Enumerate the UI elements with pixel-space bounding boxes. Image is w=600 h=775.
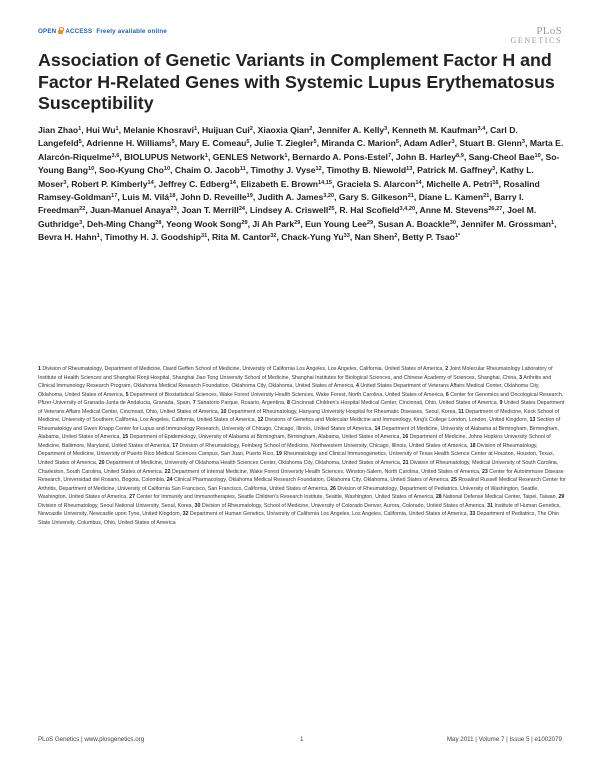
affiliation-number: 24	[166, 477, 173, 484]
author-affiliation-marker: 14	[415, 179, 422, 186]
author-name-text: Bernardo A. Pons-Estel	[292, 151, 388, 162]
affiliation-text: Department of Internal Medicine, Wake Forest University Health Sciences, Winston-Salem, North Carolina, United States of America,	[171, 468, 481, 475]
author-name	[105, 232, 208, 242]
affiliation-text: Cincinnati Children's Hospital Medical Center, Cincinnati, Ohio, United States of America,	[291, 400, 499, 407]
author-affiliation-marker: 18	[169, 193, 176, 200]
author-name	[420, 205, 503, 215]
author-name	[396, 152, 464, 162]
author-affiliation-marker: 32	[270, 233, 277, 240]
affiliation-number: 32	[182, 511, 189, 518]
author-name	[378, 219, 456, 229]
author-name-text: Soo-Kyung Cho	[98, 165, 164, 176]
author-name-text: Rita M. Cantor	[211, 232, 271, 243]
author-affiliation-marker: 5	[246, 139, 250, 146]
affiliation-text: United States Department of Veterans Affairs Medical Center, Oklahoma City, Oklahoma, United States of America,	[38, 383, 540, 398]
author-name-text: Gary S. Gilkeson	[338, 192, 408, 203]
affiliation-text: Division of Rheumatology, Department of Medicine, University of Puerto Rico Medical Sciences Campus, San Juan, Puerto Rico,	[38, 442, 538, 458]
affiliation-number: 4	[355, 383, 359, 390]
author-name	[87, 219, 162, 229]
affiliation-text: Department of Medicine, Johns Hopkins University School of Medicine, Baltimore, Maryland, United States of America,	[38, 434, 551, 449]
author-name-text: Carl D. Langefeld	[38, 125, 518, 149]
affiliation-text: Department of Biostatistical Sciences, Wake Forest University Health Sciences, Wake Forest, North Carolina, United States of America,	[129, 391, 445, 398]
author-name-text: GENLES Network	[212, 151, 285, 162]
author-name-text: Jennifer M. Grossman	[460, 218, 551, 229]
affiliation-number: 10	[220, 408, 227, 415]
author-affiliation-marker: 1	[204, 152, 208, 159]
author-name-text: Yeong Wook Song	[166, 218, 242, 229]
author-name-text: Julie T. Ziegler	[254, 138, 314, 149]
author-name-text: Luis M. Vilá	[122, 192, 170, 203]
affiliation-number: 29	[558, 494, 565, 501]
author-name-text: Timothy J. Vyse	[250, 165, 316, 176]
affiliation-text: Clinical Pharmacology, Oklahoma Medical Research Foundation, Oklahoma City, Oklahoma, United States of America,	[174, 477, 450, 484]
author-name	[99, 165, 170, 175]
affiliation-number: 20	[98, 460, 105, 467]
author-affiliation-marker: 10	[534, 152, 541, 159]
author-name	[250, 205, 335, 215]
author-name	[212, 232, 276, 242]
author-name-text: Kenneth M. Kaufman	[392, 125, 478, 135]
author-affiliation-marker: 5	[313, 139, 317, 146]
author-name	[90, 205, 177, 215]
author-name	[122, 192, 175, 202]
affiliation-text: Sanatorio Parque, Rosario, Argentina,	[197, 400, 286, 407]
page-header	[38, 25, 562, 45]
author-name	[180, 192, 253, 202]
author-name-text: Chaim O. Jacob	[174, 165, 240, 176]
author-name	[252, 219, 300, 229]
journal-logo	[511, 22, 562, 45]
author-name-text: John B. Harley	[395, 151, 457, 162]
author-name-text: Juan-Manuel Anaya	[90, 205, 171, 216]
author-name	[392, 125, 485, 135]
affiliation-number: 2	[445, 366, 449, 372]
affiliation-number: 5	[125, 391, 129, 398]
author-name	[419, 192, 490, 202]
author-name	[124, 152, 208, 162]
journal-logo-plos: PLoS	[536, 25, 562, 37]
author-name-text: Joel M. Guthridge	[38, 205, 537, 229]
affiliation-text: Division of Rheumatology, Feinberg School of Medicine, Northwestern University, Chicago, Illinois, United States of America,	[179, 442, 469, 449]
author-name-text: Graciela S. Alarcon	[336, 178, 416, 189]
author-affiliation-marker: 21	[407, 193, 414, 200]
affiliation-number: 1	[38, 366, 41, 372]
author-affiliation-marker: 3	[79, 219, 83, 226]
author-name	[202, 125, 253, 135]
affiliation-number: 12	[257, 417, 264, 424]
author-affiliation-marker: 12	[315, 166, 322, 173]
affiliation-number: 19	[276, 451, 282, 458]
author-affiliation-marker: 3,4,20	[399, 206, 416, 213]
author-name	[459, 138, 525, 148]
author-name	[123, 125, 197, 135]
author-affiliation-marker: 22	[79, 206, 86, 213]
affiliation-number: 15	[122, 434, 129, 441]
affiliation-text: Institute of Human Genetics, Newcastle University, Newcastle upon Tyne, United Kingdom,	[38, 502, 561, 518]
author-name-text: Betty P. Tsao	[402, 232, 455, 243]
affiliation-number: 6	[445, 391, 449, 398]
author-name-text: John D. Reveille	[180, 192, 247, 203]
author-name	[241, 179, 332, 189]
author-affiliation-marker: 1	[115, 126, 119, 132]
footer-issue-info: May 2011 | Volume 7 | Issue 5 | e1002079	[446, 736, 562, 743]
article-title: Association of Genetic Variants in Complement Factor H and Factor H-Related Genes with Systemic Lupus Erythematosus Susceptibility	[38, 50, 555, 113]
author-name	[175, 165, 246, 175]
author-affiliation-marker: 3,4	[477, 126, 486, 132]
author-name	[254, 138, 316, 148]
author-name	[182, 205, 246, 215]
author-name	[317, 125, 387, 135]
author-name	[159, 179, 236, 189]
author-name	[258, 125, 313, 135]
footer-journal-link[interactable]: PLoS Genetics | www.plosgenetics.org	[38, 736, 145, 743]
author-name	[321, 138, 399, 148]
author-name	[426, 179, 498, 189]
author-name-text: R. Hal Scofield	[339, 205, 400, 216]
author-name	[327, 165, 413, 175]
affiliation-number: 31	[487, 502, 493, 509]
author-affiliation-marker: 5	[171, 139, 175, 146]
affiliation-text: Division of Rheumatology, Department of Medicine, David Geffen School of Medicine, University of California Los Angeles, Los Angeles, California, United States of America,	[42, 366, 444, 372]
affiliation-text: Department of Pediatrics, The Ohio State University, Columbus, Ohio, United States of America	[38, 511, 559, 526]
author-name-text: Michelle A. Petri	[426, 178, 493, 189]
author-affiliation-marker: 17	[111, 193, 118, 200]
author-name-text: Rosalind Ramsey-Goldman	[38, 178, 540, 203]
author-name	[305, 219, 373, 229]
author-affiliation-marker: 2	[309, 126, 313, 132]
author-name-text: Melanie Khosravi	[123, 125, 195, 135]
affiliation-number: 26	[330, 485, 336, 492]
author-name-text: Ji Ah Park	[252, 218, 295, 229]
author-name	[469, 152, 541, 162]
author-name-text: Nan Shen	[354, 232, 395, 243]
affiliation-number: 30	[194, 502, 201, 509]
author-name-text: Chack-Yung Yu	[281, 232, 344, 243]
journal-logo-genetics: GENETICS	[510, 36, 562, 45]
affiliation-number: 9	[499, 400, 503, 407]
author-name-text: Adam Adler	[403, 138, 452, 149]
affiliation-text: Section of Rheumatology and Gwen Knapp Center for Lupus and Immunology Research, University of Chicago, Chicago, Illinois, United States of America,	[38, 417, 561, 432]
author-name-text: Timothy B. Niewold	[326, 165, 407, 176]
affiliation-text: Joint Molecular Rheumatology Laboratory of Institute of Health Sciences and Shanghai Renji Hospital, Shanghai Jiao Tong University School of Medicine, Shanghai Institutes for Biological Sciences, and Chinese Academy of Sciences, Shanghai, China,	[38, 366, 553, 381]
affiliation-list	[38, 365, 566, 527]
author-name-text: Hui Wu	[86, 125, 116, 135]
author-affiliation-marker: 31	[200, 233, 208, 240]
author-name	[402, 232, 460, 242]
page-footer	[38, 736, 562, 748]
author-name-text: Kathy L. Moser	[38, 165, 534, 189]
affiliation-number: 13	[529, 417, 536, 424]
author-name	[213, 152, 288, 162]
author-affiliation-marker: 5	[78, 139, 82, 146]
author-name	[355, 232, 398, 242]
author-name-text: Elizabeth E. Brown	[240, 178, 319, 189]
author-name-text: Joan T. Merrill	[181, 205, 239, 216]
author-name	[38, 125, 81, 135]
author-affiliation-marker: 3,20	[323, 193, 335, 200]
affiliation-number: 28	[435, 494, 442, 501]
author-affiliation-marker: 1	[284, 152, 288, 159]
author-affiliation-marker: 10	[87, 166, 95, 173]
affiliation-number: 21	[402, 460, 409, 467]
author-affiliation-marker: 33	[343, 233, 350, 240]
author-name-text: Eun Young Lee	[305, 218, 367, 229]
footer-page-number: 1	[300, 736, 304, 743]
author-name	[258, 192, 334, 202]
author-affiliation-marker: 14	[229, 179, 236, 186]
author-affiliation-marker: 14,15	[318, 179, 333, 186]
author-name-text: Robert P. Kimberly	[71, 178, 148, 189]
author-name	[404, 138, 455, 148]
author-affiliation-marker: 1	[551, 219, 555, 226]
author-name-text: So-Young Bang	[38, 151, 560, 176]
affiliation-number: 17	[172, 442, 179, 449]
author-name-text: Deh-Ming Chang	[86, 218, 156, 229]
author-name-text: Diane L. Kamen	[418, 192, 484, 203]
affiliation-text: Arthritis and Clinical Immunology Research Program, Oklahoma Medical Research Foundation, Oklahoma City, Oklahoma, United States of America,	[38, 374, 552, 390]
affiliation-number: 18	[469, 442, 476, 449]
affiliation-number: 7	[192, 400, 196, 407]
access-label: ACCESS	[65, 28, 93, 35]
author-name-text: Jeffrey C. Edberg	[158, 178, 230, 189]
author-name-text: Xiaoxia Qian	[257, 125, 310, 135]
author-name-text: Judith A. James	[257, 192, 324, 203]
affiliation-text: Division of Rheumatology, Medical University of South Carolina, Charleston, South Carolina, United States of America,	[38, 460, 559, 475]
author-affiliation-marker: 3,6	[111, 152, 120, 159]
author-affiliation-marker: 2	[394, 233, 398, 240]
author-affiliation-marker: 30	[449, 219, 456, 226]
author-list: Jian Zhao$^1$, Hui Wu$^1$, Melanie Khosravi$^1$, Huijuan Cui$^2$, Xiaoxia Qian$^2$, Jennifer A. Kelly$^3$, Kenneth M. Kaufman$^{3,4}$, Carl D. Langefeld$^5$, Adrienne H. Williams$^5$, Mary E. Comeau$^5$, Julie T. Ziegler$^5$, Miranda C. Marion$^5$, Adam Adler$^3$, Stuart B. Glenn$^3$, Marta E. Alarcón-Riquelme$^{3,6}$, BIOLUPUS Network$^1$, GENLES Network$^1$, Bernardo A. Pons-Estel$^7$, John B. Harley$^{8,9}$, Sang-Cheol Bae$^{10}$, So-Young Bang$^{10}$, Soo-Kyung Cho$^{10}$, Chaim O. Jacob$^{11}$, Timothy J. Vyse$^{12}$, Timothy B. Niewold$^{13}$, Patrick M. Gaffney$^3$, Kathy L. Moser$^3$, Robert P. Kimberly$^{14}$, Jeffrey C. Edberg$^{14}$, Elizabeth E. Brown$^{14,15}$, Graciela S. Alarcon$^{14}$, Michelle A. Petri$^{16}$, Rosalind Ramsey-Goldman$^{17}$, Luis M. Vilá$^{18}$, John D. Reveille$^{19}$, Judith A. James$^{3,20}$, Gary S. Gilkeson$^{21}$, Diane L. Kamen$^{21}$, Barry I. Freedman$^{22}$, Juan-Manuel Anaya$^{23}$, Joan T. Merrill$^{24}$, Lindsey A. Criswell$^{25}$, R. Hal Scofield$^{3,4,20}$, Anne M. Stevens$^{26,27}$, Joel M. Guthridge$^3$, Deh-Ming Chang$^{28}$, Yeong Wook Song$^{29}$, Ji Ah Park$^{29}$, Eun Young Lee$^{29}$, Susan A. Boackle$^{30}$, Jennifer M. Grossman$^1$, Bevra H. Hahn$^1$, Timothy H. J. Goodship$^{31}$, Rita M. Cantor$^{32}$, Chack-Yung Yu$^{33}$, Nan Shen$^2$, Betty P. Tsao$^{1*}$	[38, 125, 564, 243]
affiliation-text: Department of Medicine, University of Alabama at Birmingham, Birmingham, Alabama, United States of America,	[38, 425, 559, 441]
author-affiliation-marker: 25	[328, 206, 335, 213]
author-affiliation-marker: 5	[395, 139, 400, 146]
affiliation-text: Center for Autoimmune Disease Research, Universidad del Rosario, Bogota, Colombia,	[38, 468, 564, 484]
author-name	[339, 192, 414, 202]
author-affiliation-marker: 13	[406, 166, 413, 173]
affiliation-number: 33	[469, 511, 476, 518]
author-affiliation-marker: 23	[170, 206, 177, 213]
author-affiliation-marker: 29	[366, 219, 374, 226]
author-affiliation-marker: 3	[63, 179, 67, 186]
author-affiliation-marker: 3	[521, 139, 526, 146]
author-affiliation-marker: 1	[96, 233, 100, 240]
affiliation-number: 14	[374, 425, 381, 432]
author-name	[86, 138, 175, 148]
affiliation-text: Department of Medicine, University of Oklahoma Health Sciences Center, Oklahoma City, Oklahoma, United States of America,	[106, 460, 402, 467]
author-name	[71, 179, 154, 189]
author-affiliation-marker: 3	[451, 139, 455, 146]
affiliation-number: 11	[458, 408, 464, 415]
author-affiliation-marker: 16	[492, 179, 499, 186]
affiliation-text: Division of Rheumatology, School of Medicine, University of Colorado Denver, Aurora, Colorado, United States of America,	[201, 502, 486, 509]
author-name-text: Adrienne H. Williams	[86, 138, 172, 149]
open-access-badge	[38, 28, 167, 35]
author-name-text: Bevra H. Hahn	[38, 232, 97, 243]
author-name-text: Miranda C. Marion	[321, 138, 396, 149]
author-name	[281, 232, 350, 242]
freely-available-label: Freely available online	[96, 28, 167, 35]
affiliation-text: Division of Rheumatology, Department of Pediatrics, University of Washington, Seattle, Washington, United States of America,	[38, 485, 539, 501]
author-affiliation-marker: 8,9	[456, 152, 464, 159]
author-name-text: Jian Zhao	[38, 125, 79, 135]
author-affiliation-marker: 3	[492, 166, 496, 173]
author-affiliation-marker: 1	[78, 126, 82, 132]
author-affiliation-marker: 2	[249, 126, 253, 132]
author-name-text: Susan A. Boackle	[377, 218, 450, 229]
author-affiliation-marker: 7	[387, 152, 392, 159]
author-name-text: Marta E. Alarcón-Riquelme	[38, 138, 564, 162]
author-name	[86, 125, 119, 135]
author-name	[339, 205, 415, 215]
author-affiliation-marker: 19	[246, 193, 253, 200]
author-name	[166, 219, 248, 229]
author-affiliation-marker: 26,27	[488, 206, 503, 213]
author-name-text: Stuart B. Glenn	[459, 138, 522, 149]
author-name-text: Sang-Cheol Bae	[468, 151, 535, 162]
author-name-text: Timothy H. J. Goodship	[104, 232, 201, 243]
affiliation-text: Division of Rheumatology, Seoul National University, Seoul, Korea,	[38, 502, 194, 509]
author-affiliation-marker: 29	[241, 219, 248, 226]
affiliation-number: 23	[481, 468, 488, 475]
affiliation-text: Rosalind Russell Medical Research Center for Arthritis, Department of Medicine, University of California San Francisco, San Francisco, California, United States of America,	[38, 477, 566, 492]
author-affiliation-marker: 29	[294, 219, 301, 226]
author-name	[251, 165, 322, 175]
author-name-text: Lindsey A. Criswell	[249, 205, 329, 216]
author-name	[461, 219, 554, 229]
author-name-text: Huijuan Cui	[201, 125, 250, 135]
author-affiliation-marker: 11	[239, 166, 246, 173]
affiliation-text: Divisions of Genetics and Molecular Medicine and Immunology, King's College London, London, United Kingdom,	[264, 417, 529, 424]
author-name-text: Mary E. Comeau	[179, 138, 247, 149]
affiliation-text: Department of Rheumatology, Hanyang University Hospital for Rheumatic Diseases, Seoul, Korea,	[227, 408, 457, 415]
affiliation-number: 16	[402, 434, 409, 441]
author-affiliation-marker: 14	[147, 179, 154, 186]
affiliation-text: Center for Immunity and Immunotherapies, Seattle Children's Research Institute, Seattle, Washington, United States of America,	[136, 494, 435, 501]
author-name-text: BIOLUPUS Network	[124, 151, 205, 162]
author-name-text: Barry I. Freedman	[38, 192, 524, 216]
affiliation-number: 22	[164, 468, 171, 475]
author-name	[337, 179, 422, 189]
author-name	[417, 165, 495, 175]
affiliation-text: Center for Genomics and Oncological Research, Pfizer-University of Granada-Junta de Andalucia, Granada, Spain,	[38, 391, 564, 407]
affiliation-text: National Defense Medical Center, Taipei, Taiwan,	[443, 494, 558, 501]
author-name-text: Patrick M. Gaffney	[417, 165, 493, 176]
author-affiliation-marker: 21	[483, 193, 490, 200]
author-affiliation-marker: 1*	[454, 233, 461, 240]
author-name	[292, 152, 391, 162]
affiliation-number: 8	[286, 400, 290, 407]
author-name	[38, 232, 100, 242]
open-label: OPEN	[38, 28, 57, 35]
affiliation-text: Department of Epidemiology, University of Alabama at Birmingham, Birmingham, Alabama, United States of America,	[129, 434, 401, 441]
author-affiliation-marker: 28	[155, 219, 162, 226]
affiliation-text: Rheumatology and Clinical Immunogenetics, University of Texas Health Science Center at Houston, Houston, Texas, United States of America,	[38, 451, 555, 467]
author-affiliation-marker: 1	[194, 126, 198, 132]
author-name	[180, 138, 250, 148]
affiliation-number: 3	[519, 374, 523, 381]
affiliation-text: United States Department of Veterans Affairs Medical Center, Cincinnati, Ohio, United States of America,	[38, 400, 565, 415]
affiliation-text: Department of Medicine, Keck School of Medicine, University of Southern California, Los Angeles, California, United States of America,	[38, 408, 560, 424]
affiliation-number: 25	[451, 477, 457, 484]
author-affiliation-marker: 10	[163, 166, 171, 173]
author-name-text: Jennifer A. Kelly	[317, 125, 385, 135]
author-affiliation-marker: 3	[384, 126, 388, 132]
author-name-text: Anne M. Stevens	[419, 205, 489, 216]
author-affiliation-marker: 24	[238, 206, 246, 213]
affiliation-number: 27	[129, 494, 135, 501]
affiliation-text: Department of Human Genetics, University of California Los Angeles, Los Angeles, California, United States of America,	[189, 511, 468, 518]
open-lock-icon	[58, 29, 63, 35]
